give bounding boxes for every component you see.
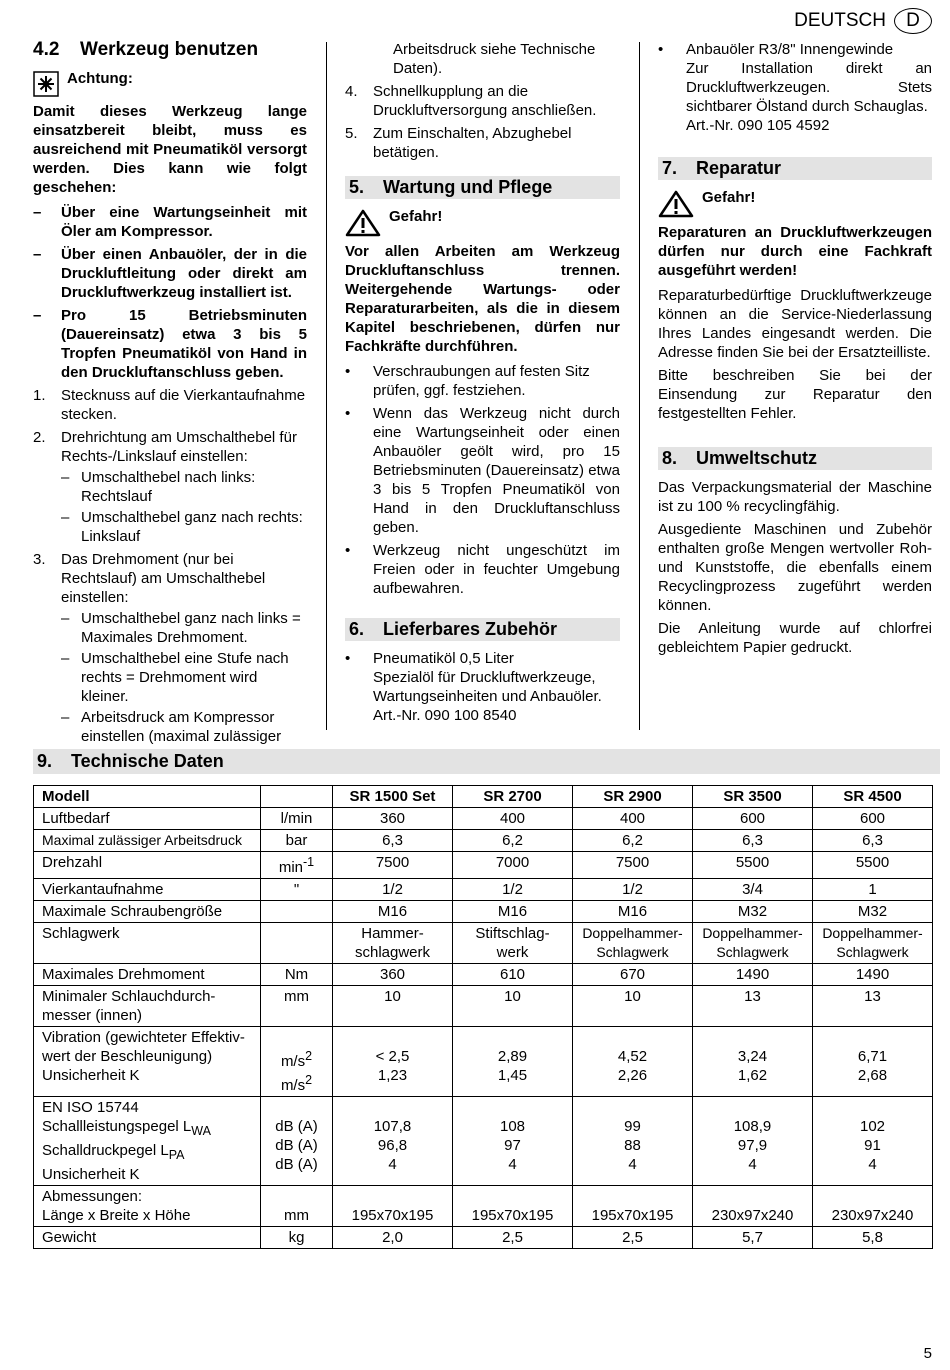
value-cell: 10	[573, 986, 693, 1027]
value-cell: 2,0	[333, 1227, 453, 1249]
value-cell: 7500	[573, 852, 693, 879]
value-cell: 400	[453, 808, 573, 830]
value-cell: 1/2	[573, 879, 693, 901]
value-cell: 600	[813, 808, 933, 830]
table-row	[34, 986, 933, 1027]
column-3	[658, 40, 932, 661]
value-cell: 360	[333, 964, 453, 986]
language-indicator	[794, 8, 932, 34]
language-label: DEUTSCH	[794, 10, 886, 31]
unit-cell: l/min	[261, 808, 333, 830]
value-cell: 2,5	[573, 1227, 693, 1249]
table-row	[34, 830, 933, 852]
column-divider	[326, 42, 327, 730]
value-cell: 4,52 2,26	[573, 1027, 693, 1097]
step-5: 5. Zum Einschalten, Abzughebel betätigen.	[345, 125, 572, 161]
technical-data-table	[33, 785, 933, 1249]
column-header: SR 3500	[693, 786, 813, 808]
table-header-row	[34, 786, 933, 808]
row-label: Vibration (gewichteter Effektiv- wert der Beschleunigung) Unsicherheit K	[34, 1027, 261, 1097]
step-3: 3. Das Drehmoment (nur bei Rechtslauf) am Umschalthebel einstellen: – Umschalthebel ganz nach links = Maximales Drehmoment. – Umschalthebel eine Stufe nach rechts = Drehmoment wird kleiner. – Arbeitsdruck am Kompressor einstellen (maximal zulässiger	[33, 551, 301, 745]
paragraph: Reparaturbedürftige Druckluftwerkzeuge können an die Service-Niederlassung Ihres Landes eingesandt werden. Die Adresse finden Sie bei der Ersatzteilliste.	[658, 287, 932, 361]
value-cell: Doppelhammer- Schlagwerk	[573, 923, 693, 964]
value-cell: 230x97x240	[693, 1186, 813, 1227]
list-item: – Über einen Anbauöler, der in die Druckluftleitung oder direkt am Druckluftwerkzeug installiert ist.	[33, 246, 307, 301]
column-header: Modell	[34, 786, 261, 808]
row-label: Gewicht	[34, 1227, 261, 1249]
column-header: SR 1500 Set	[333, 786, 453, 808]
danger-note	[345, 207, 620, 356]
value-cell: 610	[453, 964, 573, 986]
unit-cell: kg	[261, 1227, 333, 1249]
unit-cell: dB (A) dB (A) dB (A)	[261, 1097, 333, 1186]
table-row	[34, 964, 933, 986]
value-cell: 2,89 1,45	[453, 1027, 573, 1097]
value-cell: 6,71 2,68	[813, 1027, 933, 1097]
paragraph: Das Verpackungsmaterial der Maschine ist zu 100 % recyclingfähig.	[658, 479, 932, 515]
value-cell: M16	[453, 901, 573, 923]
step-1: 1. Stecknuss auf die Vierkantaufnahme stecken.	[33, 387, 306, 423]
value-cell: 13	[693, 986, 813, 1027]
value-cell: Doppelhammer- Schlagwerk	[693, 923, 813, 964]
value-cell: 13	[813, 986, 933, 1027]
list-item: • Werkzeug nicht ungeschützt im Freien oder in feuchter Umgebung aufbewahren.	[345, 542, 620, 597]
value-cell: M32	[693, 901, 813, 923]
value-cell: 6,2	[453, 830, 573, 852]
value-cell: 670	[573, 964, 693, 986]
list-item: – Über eine Wartungseinheit mit Öler am Kompressor.	[33, 204, 307, 240]
column-header: SR 2700	[453, 786, 573, 808]
value-cell: 195x70x195	[333, 1186, 453, 1227]
accessory-item: • Pneumatiköl 0,5 Liter Spezialöl für Druckluftwerkzeuge, Wartungseinheiten und Anbauöler. Art.-Nr. 090 100 8540	[345, 650, 602, 724]
table-body	[34, 808, 933, 1249]
column-divider	[639, 42, 640, 730]
row-label: Abmessungen: Länge x Breite x Höhe	[34, 1186, 261, 1227]
value-cell: 6,2	[573, 830, 693, 852]
value-cell: 195x70x195	[573, 1186, 693, 1227]
value-cell: M16	[333, 901, 453, 923]
table-row	[34, 1186, 933, 1227]
unit-cell: mm	[261, 986, 333, 1027]
value-cell: 6,3	[813, 830, 933, 852]
step-3-continued: Arbeitsdruck siehe Technische Daten).	[393, 41, 596, 77]
column-2	[345, 40, 620, 729]
value-cell: Stiftschlag- werk	[453, 923, 573, 964]
list-item: – Pro 15 Betriebsminuten (Dauereinsatz) etwa 3 bis 5 Tropfen Pneumatiköl von Hand in den Druckluftanschluss geben.	[33, 307, 307, 381]
section-9-heading: 9. Technische Daten	[33, 749, 940, 774]
table-row	[34, 1227, 933, 1249]
value-cell: M16	[573, 901, 693, 923]
value-cell: 1490	[813, 964, 933, 986]
table-row	[34, 852, 933, 879]
column-header: SR 2900	[573, 786, 693, 808]
value-cell: 7500	[333, 852, 453, 879]
table-row	[34, 901, 933, 923]
value-cell: 2,5	[453, 1227, 573, 1249]
value-cell: 108,9 97,9 4	[693, 1097, 813, 1186]
row-label: Vierkantaufnahme	[34, 879, 261, 901]
value-cell: 5500	[813, 852, 933, 879]
step-2: 2. Drehrichtung am Umschalthebel für Rechts-/Linkslauf einstellen: – Umschalthebel nach links: Rechtslauf – Umschalthebel ganz nach rechts: Linkslauf	[33, 429, 303, 545]
danger-title: Gefahr!	[389, 208, 443, 225]
value-cell: 108 97 4	[453, 1097, 573, 1186]
table-row	[34, 808, 933, 830]
column-1	[33, 40, 307, 750]
value-cell: 6,3	[333, 830, 453, 852]
danger-text: Reparaturen an Druckluftwerkzeugen dürfen nur durch eine Fachkraft ausgeführt werden!	[658, 224, 932, 279]
section-8-heading: 8. Umweltschutz	[658, 447, 932, 470]
column-header: SR 4500	[813, 786, 933, 808]
row-label: Maximale Schraubengröße	[34, 901, 261, 923]
value-cell: 1490	[693, 964, 813, 986]
language-badge: D	[894, 8, 932, 34]
column-header	[261, 786, 333, 808]
attention-title: Achtung:	[67, 70, 133, 87]
unit-cell: Nm	[261, 964, 333, 986]
row-label: Minimaler Schlauchdurch- messer (innen)	[34, 986, 261, 1027]
value-cell: Doppelhammer- Schlagwerk	[813, 923, 933, 964]
list-item: • Wenn das Werkzeug nicht durch eine Wartungseinheit oder einen Anbauöler geölt wird, pro 15 Betriebsminuten (Dauereinsatz) etwa 3 bis 5 Tropfen Pneumatiköl von Hand in den Druckluftanschluss geben.	[345, 405, 620, 536]
value-cell: Hammer- schlagwerk	[333, 923, 453, 964]
section-4-2-heading: 4.2 Werkzeug benutzen	[33, 39, 259, 60]
value-cell: 230x97x240	[813, 1186, 933, 1227]
paragraph: Ausgediente Maschinen und Zubehör enthalten große Mengen wertvoller Roh- und Kunststoffe, die ebenfalls einem Recyclingprozess zugeführt werden können.	[658, 521, 932, 614]
value-cell: 107,8 96,8 4	[333, 1097, 453, 1186]
paragraph: Bitte beschreiben Sie bei der Einsendung zur Reparatur den festgestellten Fehler.	[658, 367, 932, 422]
unit-cell: "	[261, 879, 333, 901]
value-cell: 1/2	[333, 879, 453, 901]
unit-cell: $m/s^2$ $m/s^2$	[261, 1027, 333, 1097]
page-number: 5	[923, 1345, 932, 1362]
table-row	[34, 923, 933, 964]
unit-cell	[261, 901, 333, 923]
paragraph: Die Anleitung wurde auf chlorfrei gebleichtem Papier gedruckt.	[658, 620, 932, 656]
value-cell: 10	[453, 986, 573, 1027]
attention-note	[33, 69, 307, 197]
danger-title: Gefahr!	[702, 189, 756, 206]
value-cell: 102 91 4	[813, 1097, 933, 1186]
danger-note	[658, 188, 932, 280]
list-item: • Verschraubungen auf festen Sitz prüfen, ggf. festziehen.	[345, 363, 590, 399]
value-cell: 1/2	[453, 879, 573, 901]
section-6-heading: 6. Lieferbares Zubehör	[345, 618, 620, 641]
value-cell: < 2,5 1,23	[333, 1027, 453, 1097]
warning-triangle-icon	[658, 190, 694, 223]
value-cell: 6,3	[693, 830, 813, 852]
section-7-heading: 7. Reparatur	[658, 157, 932, 180]
section-5-heading: 5. Wartung und Pflege	[345, 176, 620, 199]
value-cell: 3,24 1,62	[693, 1027, 813, 1097]
row-label: Schlagwerk	[34, 923, 261, 964]
value-cell: 360	[333, 808, 453, 830]
value-cell: 5500	[693, 852, 813, 879]
value-cell: 5,7	[693, 1227, 813, 1249]
danger-text: Vor allen Arbeiten am Werkzeug Druckluftanschluss trennen. Weitergehende Wartungs- oder Reparaturarbeiten, als die in diesem Kapitel beschriebenen, dürfen nur Fachkräfte durchführen.	[345, 243, 620, 355]
row-label: Luftbedarf	[34, 808, 261, 830]
attention-icon	[33, 71, 59, 102]
step-4: 4. Schnellkupplung an die Druckluftversorgung anschließen.	[345, 83, 597, 119]
row-label: Maximales Drehmoment	[34, 964, 261, 986]
table-row	[34, 1097, 933, 1186]
row-label: Drehzahl	[34, 852, 261, 879]
value-cell: 1	[813, 879, 933, 901]
value-cell: M32	[813, 901, 933, 923]
warning-triangle-icon	[345, 209, 381, 242]
attention-text: Damit dieses Werkzeug lange einsatzbereit bleibt, muss es ausreichend mit Pneumatiköl versorgt werden. Dies kann wie folgt geschehen:	[33, 103, 307, 196]
value-cell: 600	[693, 808, 813, 830]
unit-cell: mm	[261, 1186, 333, 1227]
table-row	[34, 879, 933, 901]
value-cell: 7000	[453, 852, 573, 879]
table-row	[34, 1027, 933, 1097]
unit-cell: bar	[261, 830, 333, 852]
value-cell: 99 88 4	[573, 1097, 693, 1186]
unit-cell	[261, 923, 333, 964]
value-cell: 5,8	[813, 1227, 933, 1249]
value-cell: 3/4	[693, 879, 813, 901]
value-cell: 195x70x195	[453, 1186, 573, 1227]
value-cell: 10	[333, 986, 453, 1027]
row-label: EN ISO 15744 Schallleistungspegel $L_{WA}$ Schalldruckpegel $L_{PA}$ Unsicherheit K	[34, 1097, 261, 1186]
value-cell: 400	[573, 808, 693, 830]
unit-cell: $\min^{-1}$	[261, 852, 333, 879]
accessory-item: • Anbauöler R3/8" Innengewinde Zur Installation direkt an Druckluftwerkzeugen. Stets sichtbarer Ölstand durch Schauglas. Art.-Nr. 090 105 4592	[658, 41, 932, 134]
row-label: Maximal zulässiger Arbeitsdruck	[34, 830, 261, 852]
